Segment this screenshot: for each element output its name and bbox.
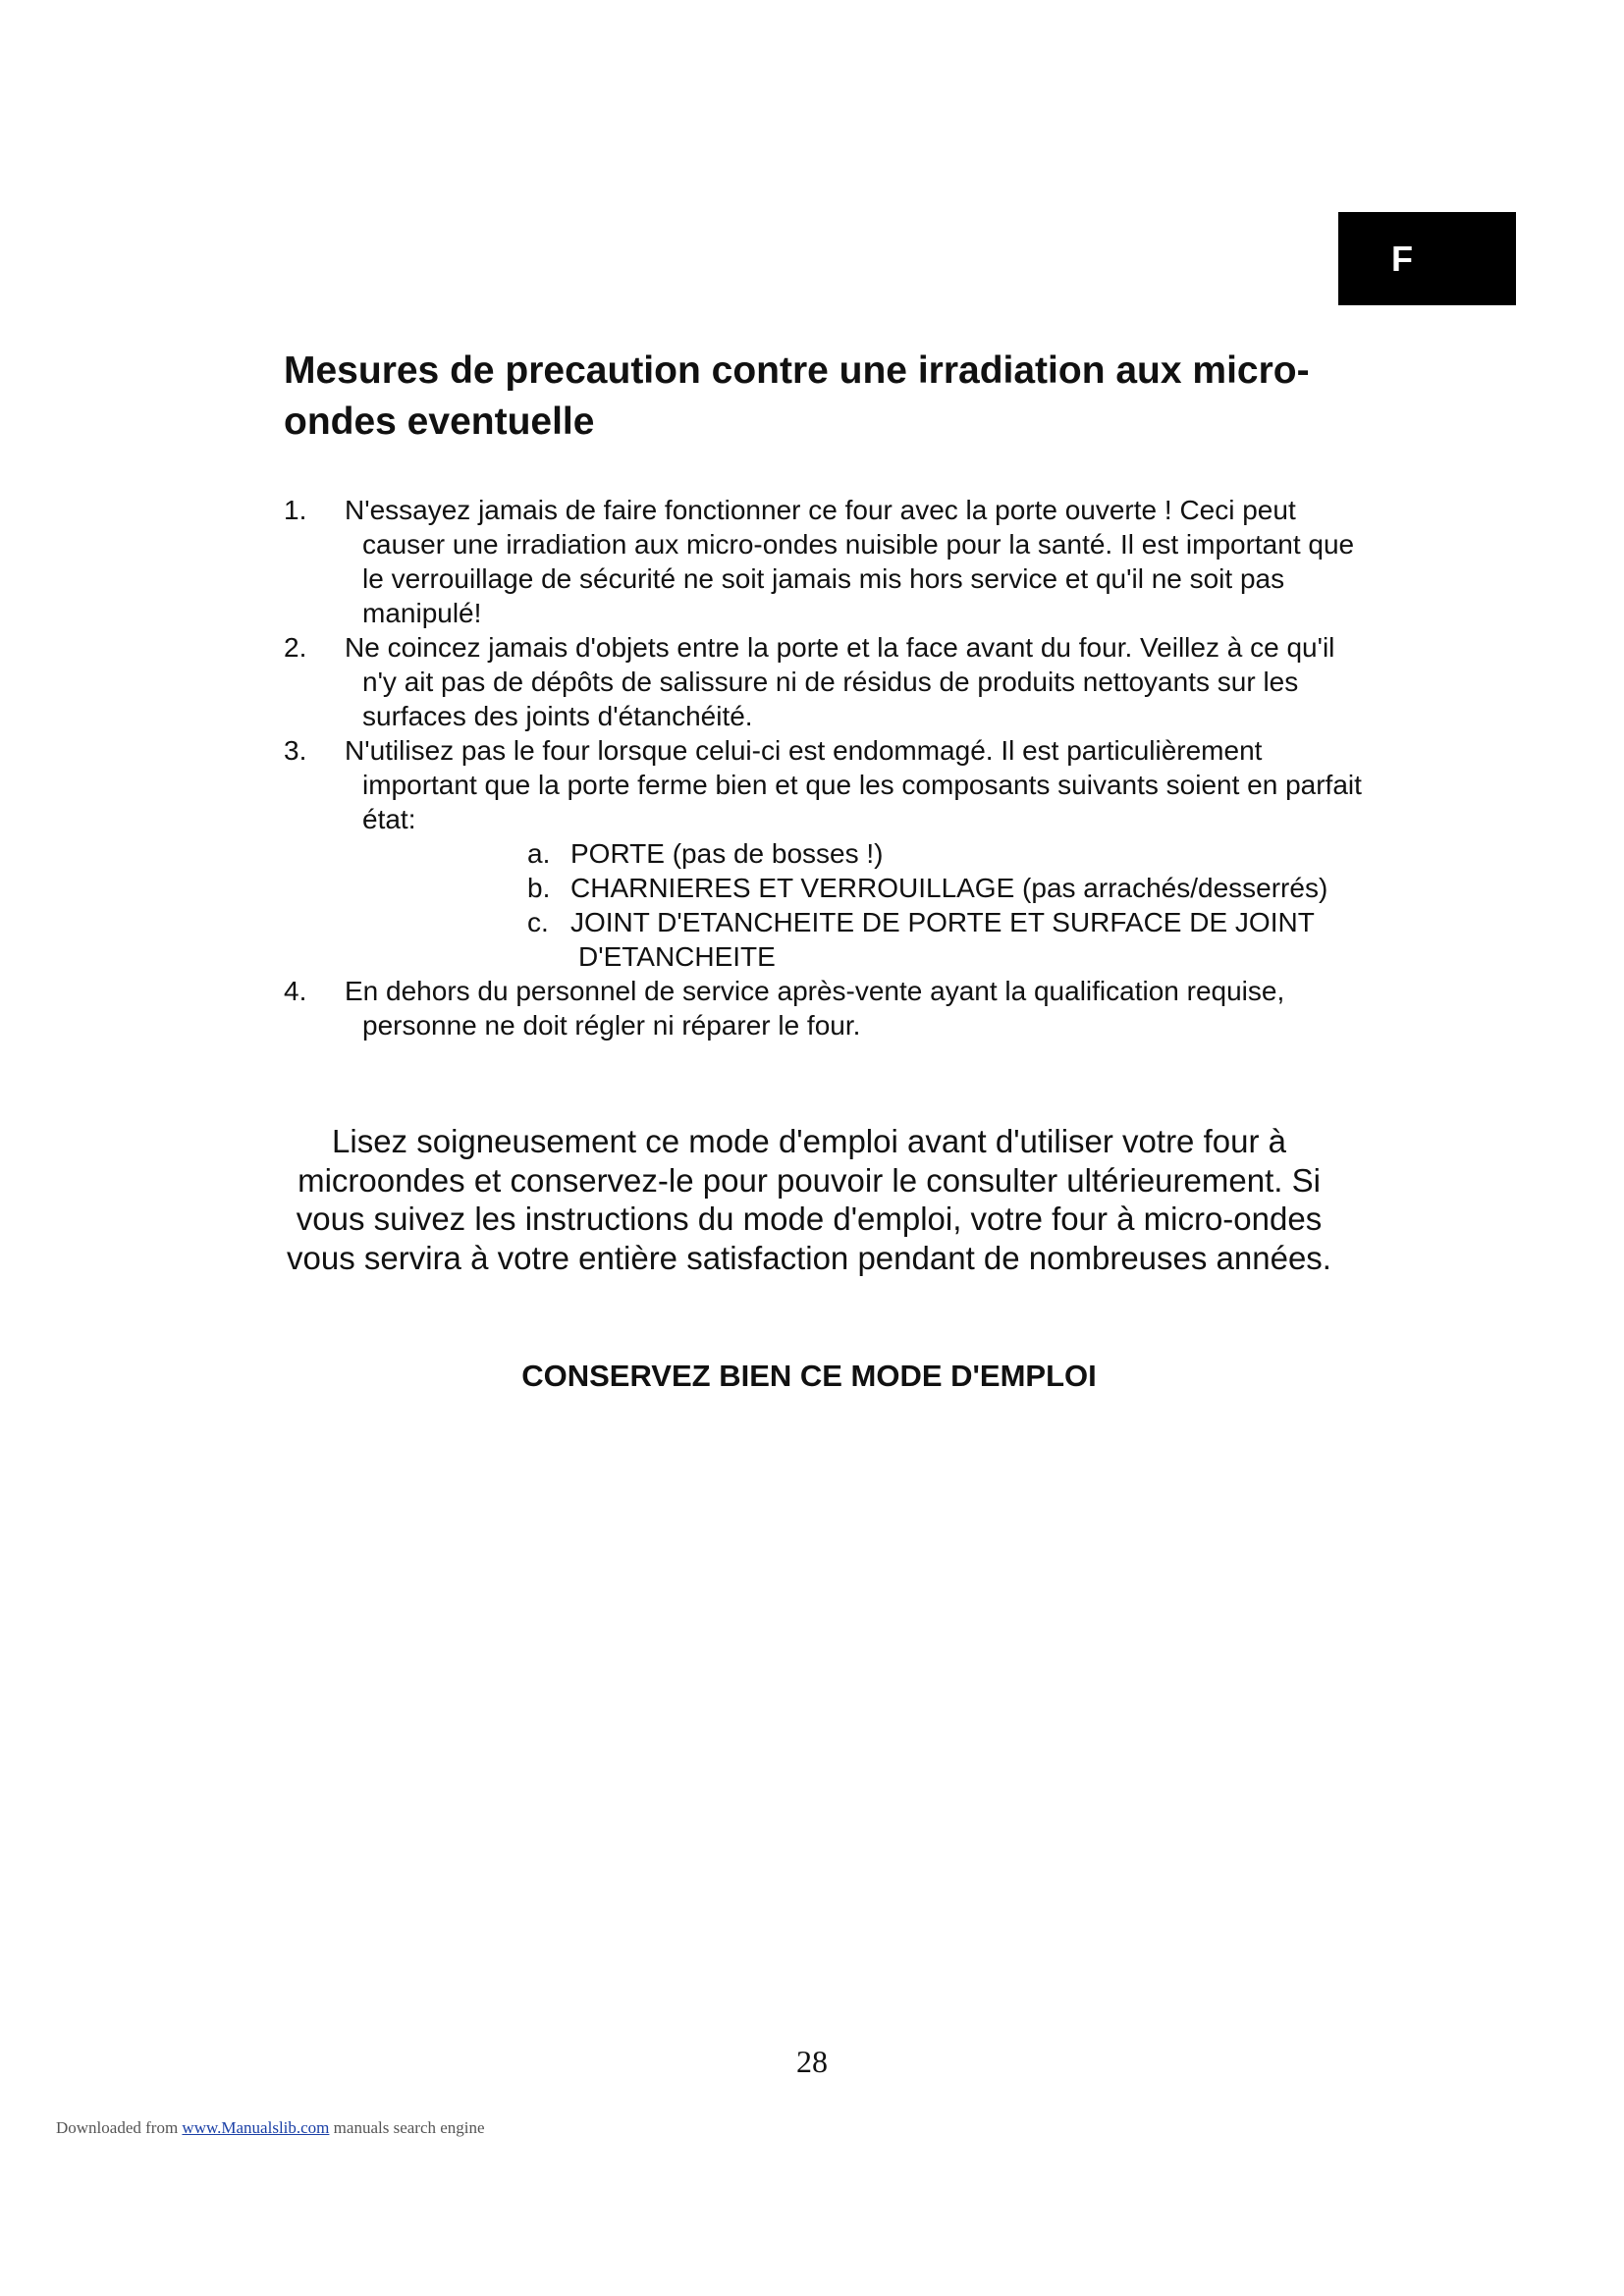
page-number: 28: [796, 2044, 828, 2079]
precaution-text: En dehors du personnel de service après-vente ayant la qualification requise, personne ne doit régler ni réparer le four.: [345, 976, 1285, 1041]
footer-suffix: manuals search engine: [329, 2118, 485, 2137]
component-letter: c.: [527, 907, 549, 937]
component-item: [527, 836, 1364, 871]
precaution-item: [284, 733, 1364, 974]
download-footer: [56, 2117, 485, 2139]
precaution-number: 3.: [284, 735, 307, 766]
component-letter: a.: [527, 838, 551, 869]
precaution-item: [284, 493, 1364, 630]
precaution-text: Ne coincez jamais d'objets entre la porte et la face avant du four. Veillez à ce qu'il n'y ait pas de dépôts de salissure ni de résidus de produits nettoyants sur les surfaces des joints d'étanchéité.: [345, 632, 1335, 731]
component-text: JOINT D'ETANCHEITE DE PORTE ET SURFACE DE JOINT D'ETANCHEITE: [570, 907, 1315, 972]
read-manual-note: Lisez soigneusement ce mode d'emploi avant d'utiliser votre four à microondes et conservez-le pour pouvoir le consulter ultérieurement. Si vous suivez les instructions du mode d'emploi, votre four à micro-ondes vous servira à votre entière satisfaction pendant de nombreuses années.: [287, 1123, 1331, 1276]
precautions-list: [284, 493, 1364, 1042]
keep-manual-heading: CONSERVEZ BIEN CE MODE D'EMPLOI: [521, 1359, 1097, 1393]
precaution-number: 2.: [284, 632, 307, 663]
footer-prefix: Downloaded from: [56, 2118, 183, 2137]
precaution-item: [284, 630, 1364, 733]
component-list: [345, 836, 1364, 974]
precaution-text: N'utilisez pas le four lorsque celui-ci est endommagé. Il est particulièrement important que la porte ferme bien et que les composants suivants soient en parfait état:: [345, 735, 1362, 834]
precaution-text: N'essayez jamais de faire fonctionner ce four avec la porte ouverte ! Ceci peut causer une irradiation aux micro-ondes nuisible pour la santé. Il est important que le verrouillage de sécurité ne soit jamais mis hors service et qu'il ne soit pas manipulé!: [345, 495, 1355, 628]
component-text: PORTE (pas de bosses !): [570, 838, 884, 869]
precaution-number: 4.: [284, 976, 307, 1006]
precaution-item: [284, 974, 1364, 1042]
precaution-number: 1.: [284, 495, 307, 525]
page-title: Mesures de precaution contre une irradiation aux micro-ondes eventuelle: [284, 349, 1310, 443]
component-item: [527, 905, 1364, 974]
component-text: CHARNIERES ET VERROUILLAGE (pas arrachés/desserrés): [570, 873, 1328, 903]
component-item: [527, 871, 1364, 905]
manualslib-link[interactable]: www.Manualslib.com: [182, 2118, 330, 2137]
language-tab: F: [1338, 212, 1516, 305]
component-letter: b.: [527, 873, 551, 903]
